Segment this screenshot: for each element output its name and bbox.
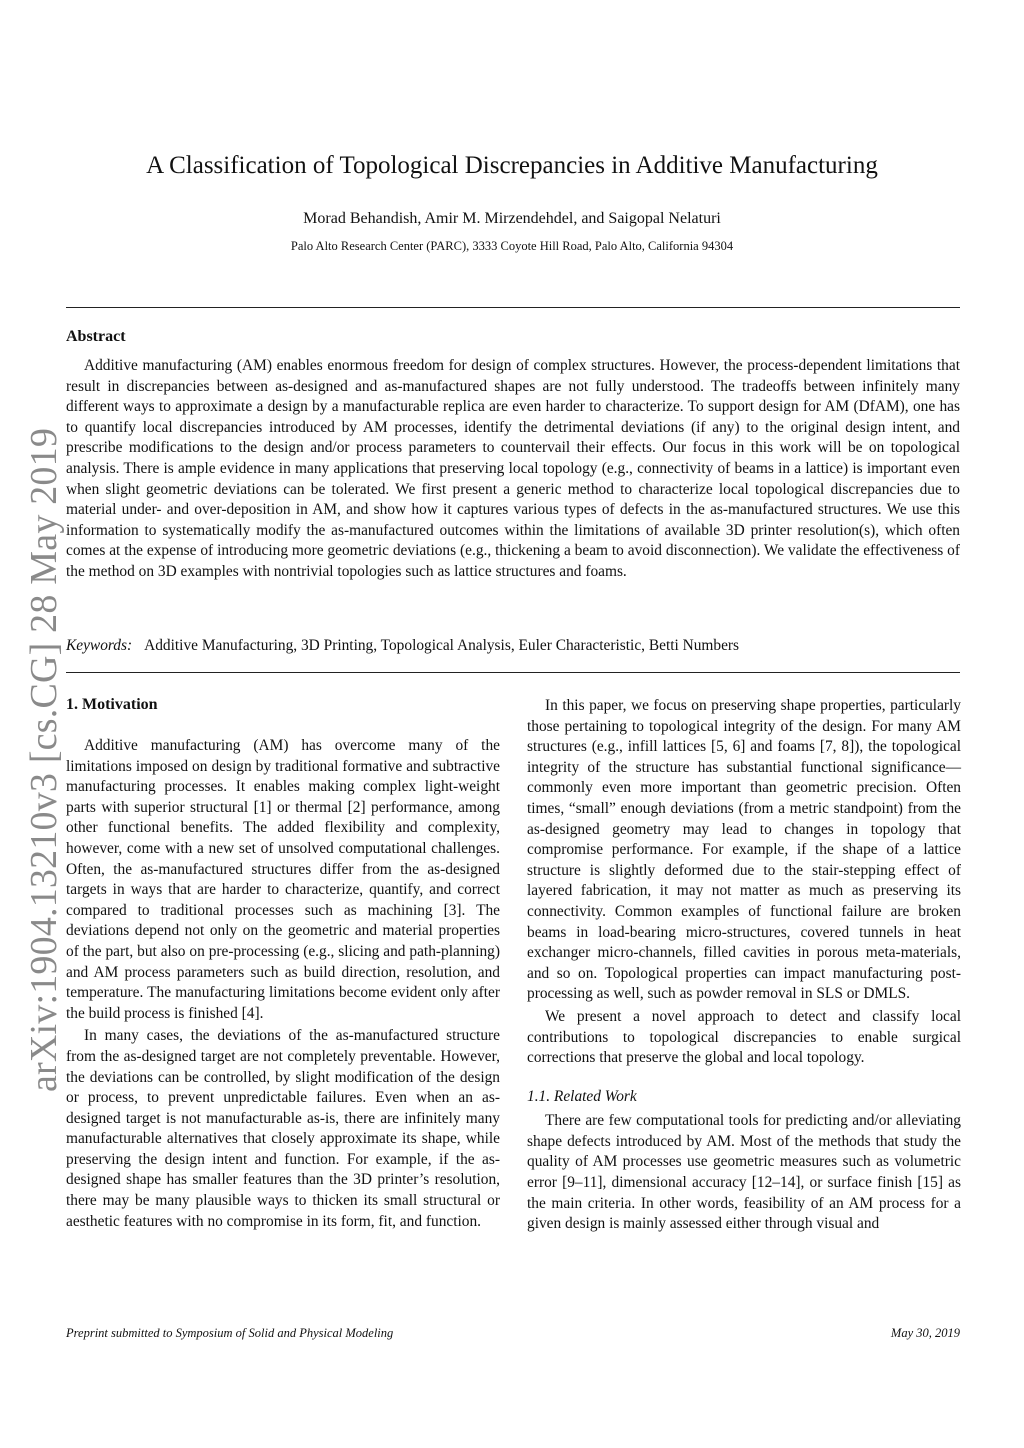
paper-title: A Classification of Topological Discrepancies in Additive Manufacturing [146, 152, 878, 179]
bottom-rule [66, 672, 960, 673]
left-column [66, 694, 500, 1232]
keywords [66, 636, 960, 657]
affiliation: Palo Alto Research Center (PARC), 3333 Coyote Hill Road, Palo Alto, California 94304 [290, 239, 734, 253]
motivation-paragraph-4: We present a novel approach to detect and classify local contributions to topological discrepancies to enable surgical corrections that preserve the global and local topology. [527, 1007, 961, 1067]
footer-date: May 30, 2019 [890, 1326, 960, 1340]
footer-venue: Preprint submitted to Symposium of Solid and Physical Modeling [66, 1326, 394, 1340]
motivation-paragraph-1: Additive manufacturing (AM) has overcome many of the limitations imposed on design by traditional formative and subtractive manufacturing processes. It enables making complex light-weight parts with superior structural [1] or thermal [2] performance, among other functional benefits. The added flexibility and complexity, however, come with a new set of unsolved computational challenges. Often, the as-manufactured structures differ from the as-designed targets in ways that are harder to characterize, quantify, and correct compared to traditional processes such as machining [3]. The deviations depend not only on the geometric and material properties of the part, but also on pre-processing (e.g., slicing and path-planning) and AM process parameters such as build direction, resolution, and temperature. The manufacturing limitations become evident only after the build process is finished [4]. [66, 737, 500, 1022]
author-list: Morad Behandish, Amir M. Mirzendehdel, and Saigopal Nelaturi [303, 210, 721, 227]
section-heading-motivation: 1. Motivation [66, 696, 158, 713]
keywords-text: Additive Manufacturing, 3D Printing, Topological Analysis, Euler Characteristic, Betti Numbers [144, 637, 740, 654]
subsection-heading-related-work: 1.1. Related Work [527, 1087, 637, 1105]
arxiv-identifier: arXiv:1904.13210v3 [cs.CG] 28 May 2019 [23, 427, 65, 1093]
top-rule [66, 307, 960, 308]
abstract-text: Additive manufacturing (AM) enables enormous freedom for design of complex structures. However, the process-dependent limitations that result in discrepancies between as-designed and as-manufactured shapes are not fully understood. The tradeoffs between infinitely many different ways to approximate a design by a manufacturable replica are even harder to characterize. To support design for AM (DfAM), one has to quantify local discrepancies introduced by AM processes, identify the detrimental deviations (if any) to the original design intent, and prescribe modifications to the design and/or process parameters to countervail their effects. Our focus in this work will be on topological analysis. There is ample evidence in many applications that preserving local topology (e.g., connectivity of beams in a lattice) is important even when slight geometric deviations can be tolerated. We first present a generic method to characterize local topological discrepancies due to material under- and over-deposition in AM, and show how it captures various types of defects in the as-manufactured structures. We use this information to systematically modify the as-manufactured outcomes within the limitations of available 3D printer resolution(s), which often comes at the expense of introducing more geometric deviations (e.g., thickening a beam to avoid disconnection). We validate the effectiveness of the method on 3D examples with nontrivial topologies such as lattice structures and foams. [66, 357, 960, 580]
abstract-heading: Abstract [66, 328, 126, 345]
related-work-paragraph-1: There are few computational tools for predicting and/or alleviating shape defects introduced by AM. Most of the methods that study the quality of AM processes use geometric measures such as volumetric error [9–11], dimensional accuracy [12–14], or surface finish [15] as the main criteria. In other words, feasibility of an AM process for a given design is mainly assessed either through visual and [527, 1112, 961, 1233]
right-column [527, 696, 961, 1235]
motivation-paragraph-3: In this paper, we focus on preserving shape properties, particularly those pertaining to topological integrity of the design. For many AM structures (e.g., infill lattices [5, 6] and foams [7, 8]), the topological integrity of the structure has substantial functional significance—commonly even more important than geometric precision. Often times, “small” enough deviations (from a metric standpoint) from the as-designed geometry may lead to changes in topology that compromise performance. For example, if the shape of a lattice structure is slightly deformed due to the stair-stepping effect of layered fabrication, it may not matter as much as preserving its connectivity. Common examples of functional failure are broken beams in load-bearing micro-structures, covered tunnels in heat exchanger micro-channels, filled cavities in porous meta-materials, and so on. Topological properties can impact manufacturing post-processing as well, such as powder removal in SLS or DMLS. [527, 697, 961, 1003]
motivation-paragraph-2: In many cases, the deviations of the as-manufactured structure from the as-designed target are not completely preventable. However, the deviations can be controlled, by slight modification of the design or process, to prevent unpredictable failures. Even when an as-designed target is not manufacturable as-is, there are infinitely many manufacturable alternatives that closely approximate its shape, while preserving the design intent and function. For example, if the as-designed shape has smaller features than the 3D printer’s resolution, there may be many plausible ways to thicken its small structural or aesthetic features with no compromise in its form, fit, and function. [66, 1027, 500, 1230]
keywords-label: Keywords: [66, 637, 133, 654]
